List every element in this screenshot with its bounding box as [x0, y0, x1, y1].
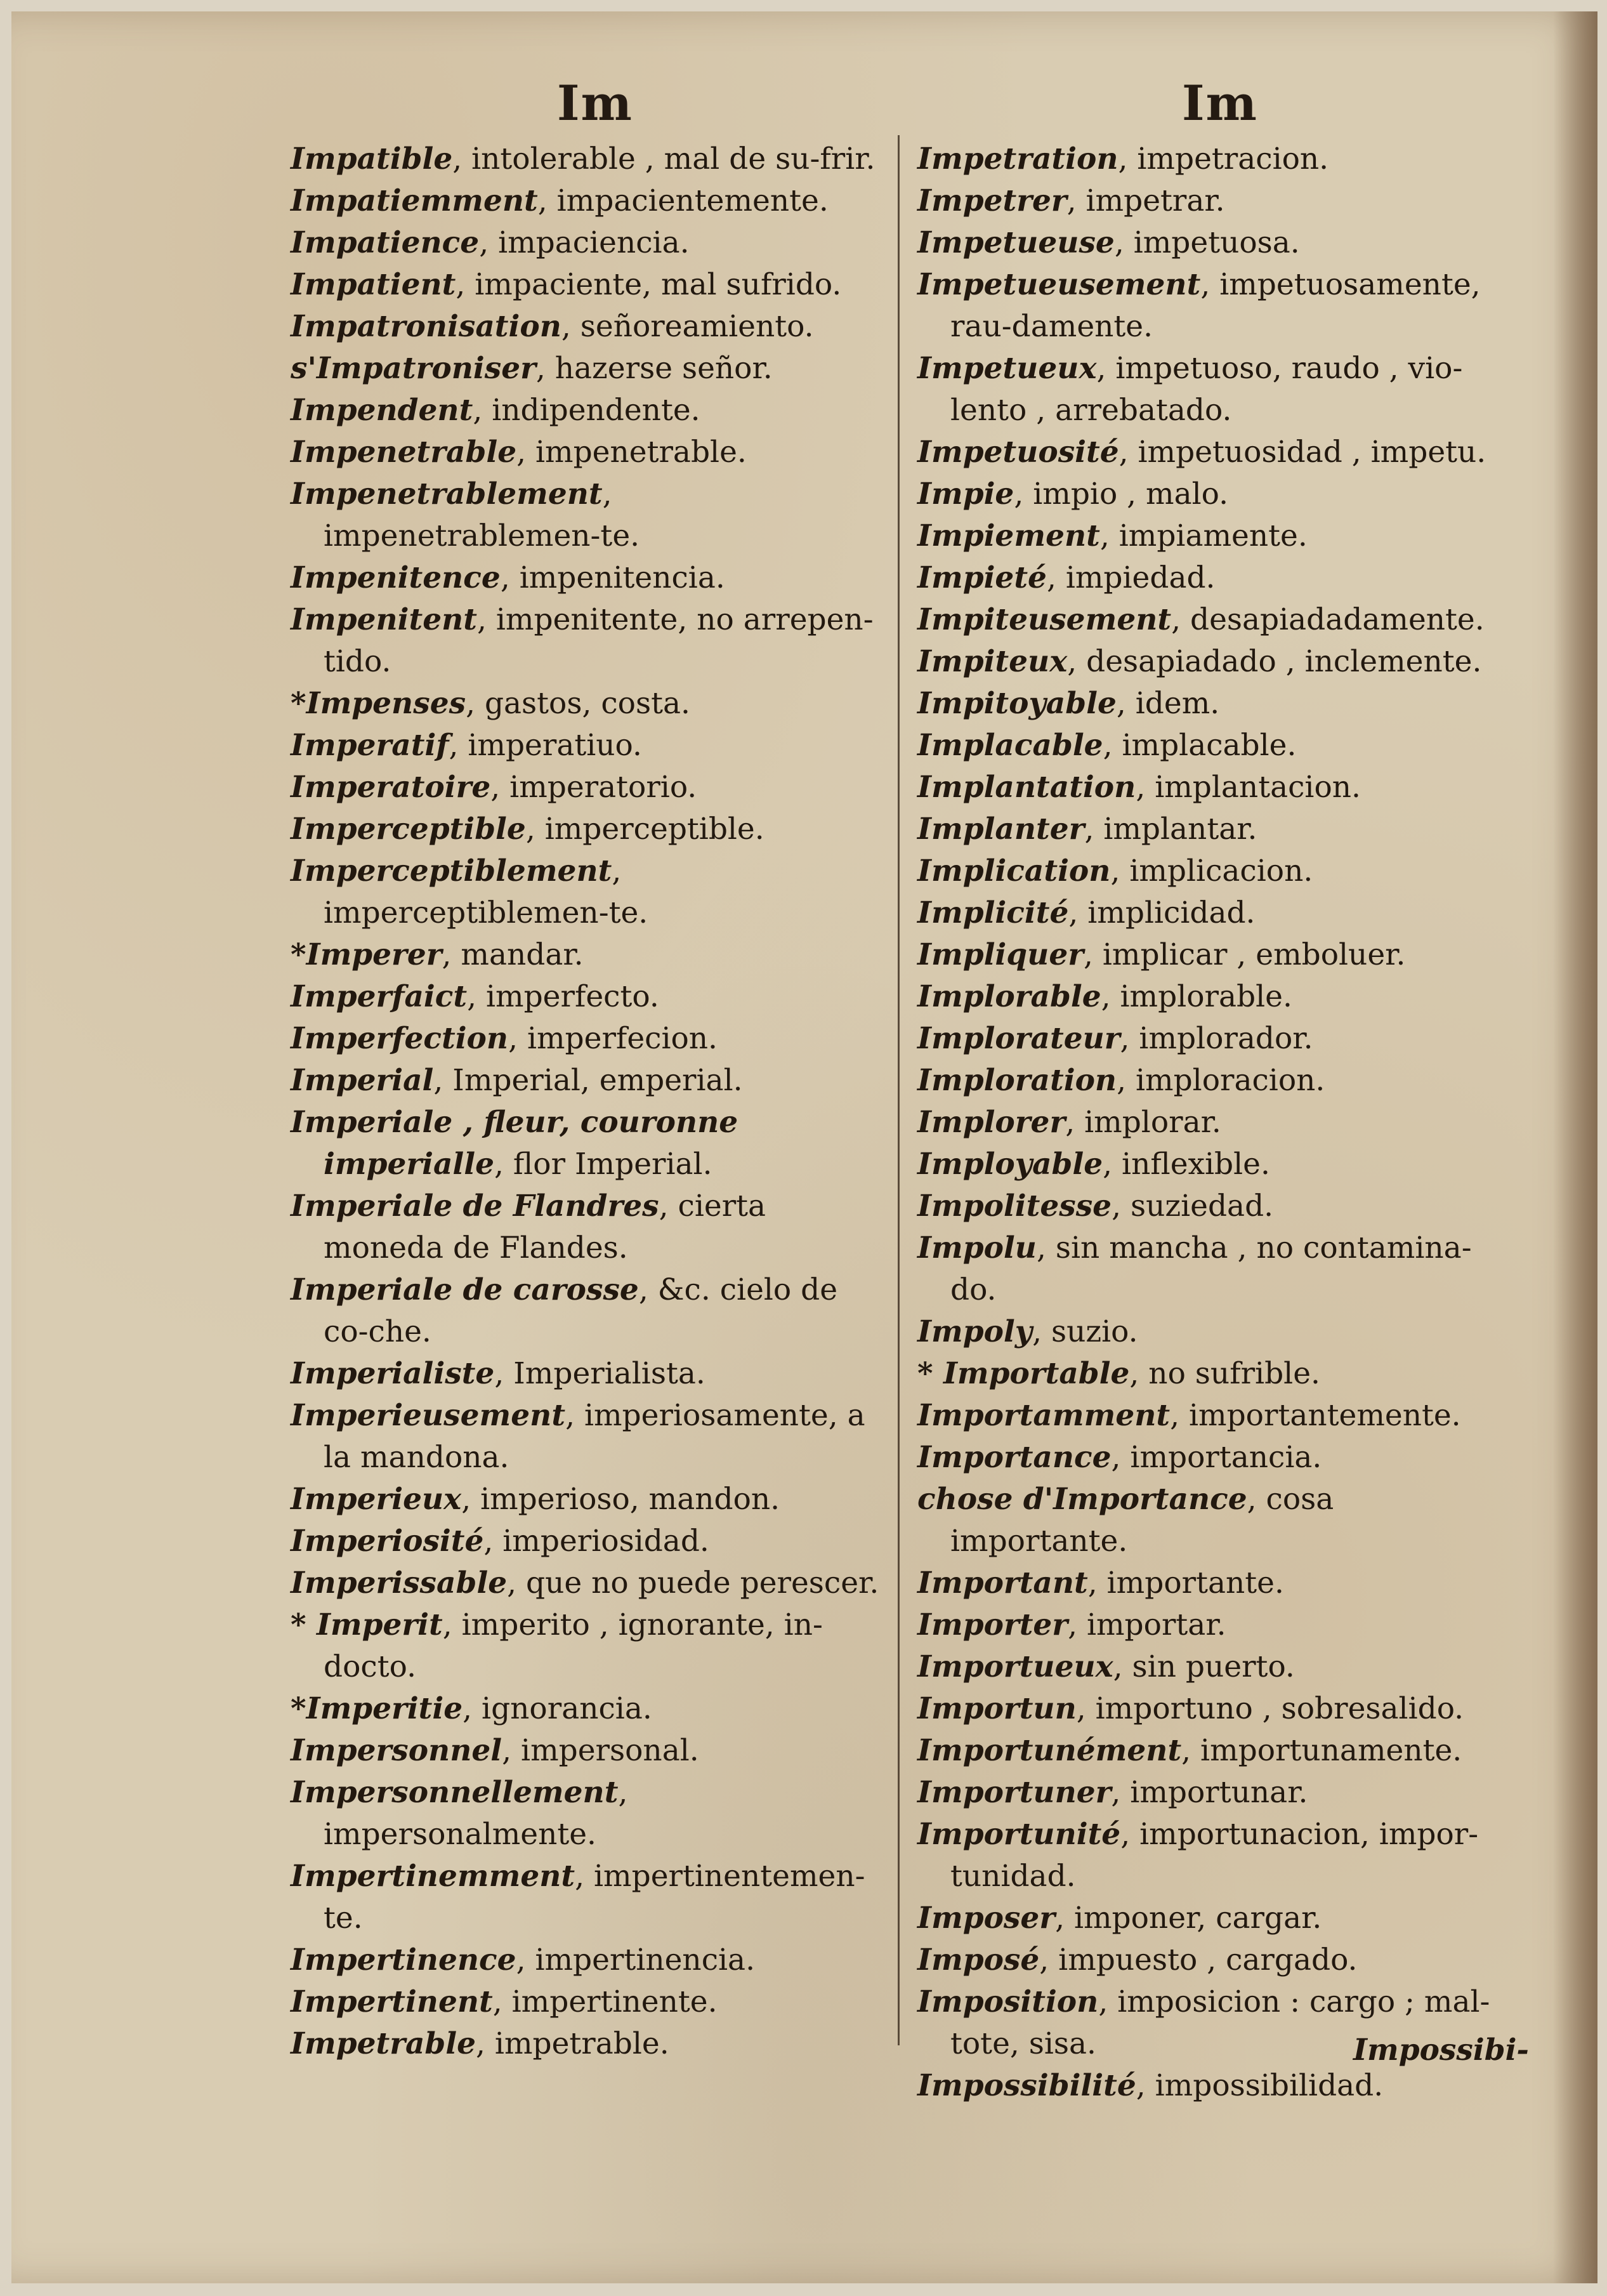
- entry-headword: Impieté: [917, 560, 1047, 595]
- entry-headword: Imperialiste: [291, 1356, 495, 1391]
- dictionary-entry: [291, 222, 887, 264]
- entry-definition: , impertinencia.: [516, 1943, 756, 1977]
- entry-definition: , suziedad.: [1112, 1189, 1274, 1224]
- entry-headword: Imperiale de carosse: [291, 1272, 639, 1307]
- dictionary-entry: [291, 180, 887, 222]
- dictionary-entry: [291, 1856, 887, 1939]
- dictionary-entry: [917, 1646, 1517, 1688]
- entry-headword: Imperieux: [291, 1482, 462, 1517]
- dictionary-entry: [291, 934, 887, 976]
- column-divider: [898, 135, 900, 2045]
- dictionary-entry: [291, 1772, 887, 1856]
- entry-headword: Impetueusement: [917, 267, 1201, 302]
- entry-headword: Imposer: [917, 1901, 1056, 1936]
- entry-definition: , impetracion.: [1118, 142, 1329, 176]
- dictionary-entry: [917, 1395, 1517, 1437]
- entry-definition: , impetuosamente, rau-damente.: [950, 267, 1481, 344]
- dictionary-entry: [917, 725, 1517, 767]
- dictionary-entry: [291, 1395, 887, 1479]
- dictionary-entry: [291, 390, 887, 432]
- entry-headword: Imploration: [917, 1063, 1117, 1098]
- entry-headword: Impiteux: [917, 644, 1068, 679]
- entry-definition: , imperioso, mandon.: [461, 1482, 780, 1517]
- entry-definition: , señoreamiento.: [561, 309, 814, 344]
- entry-definition: , no sufrible.: [1129, 1356, 1320, 1391]
- entry-definition: , impenetrablemen-te.: [324, 477, 640, 553]
- entry-headword: Impersonnellement: [291, 1775, 619, 1810]
- dictionary-entry: [291, 1353, 887, 1395]
- entry-headword: s'Impatroniser: [291, 351, 536, 386]
- entry-headword: Impendent: [291, 393, 473, 428]
- entry-headword: Impetrable: [291, 2026, 476, 2061]
- dictionary-entry: [291, 306, 887, 348]
- entry-definition: , flor Imperial.: [494, 1147, 712, 1182]
- entry-definition: , importunacion, impor-tunidad.: [950, 1817, 1479, 1894]
- entry-headword: Impiteusement: [917, 602, 1172, 637]
- entry-definition: , &c. cielo de co-che.: [324, 1272, 838, 1349]
- dictionary-entry: [917, 1353, 1517, 1395]
- entry-headword: Impliquer: [917, 937, 1084, 972]
- entry-headword: Imperatoire: [291, 770, 491, 805]
- dictionary-entry: [917, 850, 1517, 892]
- dictionary-entry: [917, 767, 1517, 808]
- dictionary-entry: [917, 808, 1517, 850]
- entry-headword: Imployable: [917, 1147, 1103, 1182]
- dictionary-entry: [291, 138, 887, 180]
- entry-definition: , importancia.: [1111, 1440, 1322, 1475]
- entry-headword: Impertinemment: [291, 1859, 575, 1894]
- entry-definition: , Imperialista.: [494, 1356, 705, 1391]
- entry-definition: , suzio.: [1032, 1314, 1138, 1349]
- entry-definition: , intolerable , mal de su-frir.: [452, 142, 876, 176]
- entry-definition: , inflexible.: [1103, 1147, 1270, 1182]
- dictionary-entry: [291, 557, 887, 599]
- dictionary-page: [11, 11, 1597, 2283]
- entry-definition: , imperceptiblemen-te.: [324, 854, 648, 930]
- entry-definition: , impio , malo.: [1014, 477, 1229, 511]
- dictionary-entry: [917, 1060, 1517, 1102]
- entry-definition: , implorar.: [1065, 1105, 1221, 1140]
- dictionary-entry: [917, 557, 1517, 599]
- entry-definition: , impetuosidad , impetu.: [1118, 435, 1486, 470]
- dictionary-entry: [291, 599, 887, 683]
- entry-definition: , impertinente.: [492, 1984, 718, 2019]
- entry-headword: Importun: [917, 1691, 1077, 1726]
- entry-headword: Impertinent: [291, 1984, 493, 2019]
- entry-headword: Imposition: [917, 1984, 1099, 2019]
- page-shadow-edge: [1553, 11, 1597, 2283]
- entry-definition: , importunar.: [1111, 1775, 1308, 1810]
- entry-definition: , impaciencia.: [479, 225, 690, 260]
- entry-definition: , que no puede perescer.: [507, 1566, 879, 1600]
- entry-headword: Imperceptiblement: [291, 854, 612, 888]
- entry-headword: Imperiosité: [291, 1524, 484, 1559]
- dictionary-entry: [291, 1269, 887, 1353]
- dictionary-entry: [291, 808, 887, 850]
- entry-headword: Imperceptible: [291, 812, 526, 847]
- entry-definition: , imperiosidad.: [483, 1524, 709, 1559]
- dictionary-entry: [291, 264, 887, 306]
- entry-definition: , impersonal.: [502, 1733, 699, 1768]
- dictionary-entry: [917, 432, 1517, 473]
- entry-definition: , impetuosa.: [1114, 225, 1300, 260]
- entry-definition: , importuno , sobresalido.: [1076, 1691, 1464, 1726]
- entry-headword: Imperieusement: [291, 1398, 566, 1433]
- dictionary-entry: [291, 348, 887, 390]
- dictionary-entry: [291, 1604, 887, 1688]
- entry-headword: Important: [917, 1566, 1088, 1600]
- entry-headword: Imperatif: [291, 728, 449, 763]
- dictionary-entry: [917, 1185, 1517, 1227]
- dictionary-entry: [917, 1562, 1517, 1604]
- dictionary-entry: [917, 1604, 1517, 1646]
- entry-definition: , hazerse señor.: [535, 351, 773, 386]
- dictionary-entry: [917, 473, 1517, 515]
- entry-headword: Imperissable: [291, 1566, 508, 1600]
- dictionary-entry: [291, 473, 887, 557]
- entry-definition: , impiedad.: [1046, 560, 1216, 595]
- entry-definition: , cosa importante.: [950, 1482, 1334, 1559]
- entry-headword: Impitoyable: [917, 686, 1117, 721]
- entry-headword: Implication: [917, 854, 1111, 888]
- entry-headword: Impetueuse: [917, 225, 1115, 260]
- dictionary-entry: [917, 1897, 1517, 1939]
- entry-definition: , imperfecion.: [508, 1021, 718, 1056]
- entry-headword: Impenitence: [291, 560, 501, 595]
- entry-headword: Impersonnel: [291, 1733, 502, 1768]
- entry-headword: Importueux: [917, 1649, 1113, 1684]
- entry-headword: Imperfaict: [291, 979, 468, 1014]
- dictionary-entry: [917, 892, 1517, 934]
- dictionary-entry: [917, 264, 1517, 348]
- dictionary-entry: [291, 1060, 887, 1102]
- dictionary-entry: [291, 683, 887, 725]
- entry-headword: Impetrer: [917, 183, 1067, 218]
- entry-definition: , imploracion.: [1117, 1063, 1325, 1098]
- dictionary-entry: [291, 2023, 887, 2065]
- entry-definition: , impetrar.: [1066, 183, 1225, 218]
- dictionary-entry: [291, 1521, 887, 1562]
- dictionary-entry: [917, 976, 1517, 1018]
- entry-headword: *Impenses: [291, 686, 466, 721]
- entry-headword: Implicité: [917, 895, 1069, 930]
- entry-headword: Impatiemment: [291, 183, 538, 218]
- dictionary-entry: [291, 1939, 887, 1981]
- dictionary-entry: [917, 1018, 1517, 1060]
- entry-headword: Imposé: [917, 1943, 1040, 1977]
- entry-definition: , importar.: [1068, 1607, 1226, 1642]
- entry-definition: , sin mancha , no contamina-do.: [950, 1230, 1472, 1307]
- dictionary-entry: [917, 515, 1517, 557]
- entry-headword: Importuner: [917, 1775, 1112, 1810]
- dictionary-entry: [917, 1479, 1517, 1562]
- entry-definition: , implicar , emboluer.: [1084, 937, 1406, 972]
- dictionary-entry: [291, 1018, 887, 1060]
- dictionary-entry: [291, 1479, 887, 1521]
- entry-definition: , implorable.: [1101, 979, 1292, 1014]
- entry-definition: , desapiadado , inclemente.: [1067, 644, 1482, 679]
- dictionary-entry: [917, 1814, 1517, 1897]
- dictionary-entry: [291, 1730, 887, 1772]
- dictionary-entry: [291, 1688, 887, 1730]
- entry-headword: Importance: [917, 1440, 1112, 1475]
- entry-headword: Impie: [917, 477, 1014, 511]
- entry-definition: , importunamente.: [1181, 1733, 1462, 1768]
- entry-definition: , impertinentemen-te.: [324, 1859, 865, 1936]
- entry-headword: Impenetrable: [291, 435, 517, 470]
- entry-headword: *Imperitie: [291, 1691, 463, 1726]
- dictionary-entry: [917, 1730, 1517, 1772]
- entry-definition: , impaciente, mal sufrido.: [456, 267, 842, 302]
- left-column: [291, 138, 887, 2065]
- dictionary-entry: [291, 850, 887, 934]
- dictionary-entry: [291, 725, 887, 767]
- entry-headword: Imperiale , fleur, couronne imperialle: [291, 1105, 738, 1182]
- entry-definition: , imperatorio.: [490, 770, 697, 805]
- entry-definition: , impiamente.: [1099, 518, 1308, 553]
- dictionary-entry: [291, 767, 887, 808]
- entry-definition: , mandar.: [442, 937, 584, 972]
- dictionary-entry: [917, 348, 1517, 432]
- entry-definition: , implicidad.: [1068, 895, 1256, 930]
- entry-definition: , impenitente, no arrepen-tido.: [324, 602, 874, 679]
- dictionary-entry: [917, 222, 1517, 264]
- entry-definition: , impossibilidad.: [1136, 2068, 1384, 2103]
- entry-definition: , importante.: [1087, 1566, 1284, 1600]
- dictionary-entry: [291, 1185, 887, 1269]
- dictionary-entry: [291, 1102, 887, 1185]
- entry-definition: , imperiosamente, a la mandona.: [324, 1398, 865, 1475]
- entry-definition: , implantacion.: [1136, 770, 1361, 805]
- entry-definition: , implacable.: [1103, 728, 1297, 763]
- dictionary-entry: [917, 1311, 1517, 1353]
- entry-headword: * Importable: [917, 1356, 1130, 1391]
- entry-headword: Impolu: [917, 1230, 1037, 1265]
- dictionary-entry: [291, 976, 887, 1018]
- entry-headword: * Imperit: [291, 1607, 443, 1642]
- entry-definition: , impacientemente.: [537, 183, 829, 218]
- left-running-head: Im: [557, 75, 633, 131]
- entry-definition: , implicacion.: [1110, 854, 1313, 888]
- entry-headword: Implorable: [917, 979, 1101, 1014]
- dictionary-entry: [917, 1227, 1517, 1311]
- entry-headword: Importer: [917, 1607, 1068, 1642]
- entry-definition: , imposicion : cargo ; mal-tote, sisa.: [950, 1984, 1490, 2061]
- entry-definition: , importantemente.: [1170, 1398, 1461, 1433]
- dictionary-entry: [917, 641, 1517, 683]
- entry-definition: , impersonalmente.: [324, 1775, 628, 1852]
- entry-definition: , imperito , ignorante, in-docto.: [324, 1607, 823, 1684]
- entry-definition: , Imperial, emperial.: [433, 1063, 743, 1098]
- entry-headword: Imperiale de Flandres: [291, 1189, 659, 1224]
- entry-headword: Implorer: [917, 1105, 1066, 1140]
- entry-headword: Impatronisation: [291, 309, 561, 344]
- entry-headword: chose d'Importance: [917, 1482, 1247, 1517]
- dictionary-entry: [917, 599, 1517, 641]
- entry-headword: Impiement: [917, 518, 1100, 553]
- dictionary-entry: [917, 1144, 1517, 1185]
- entry-definition: , indipendente.: [473, 393, 700, 428]
- catchword: Impossibi-: [1353, 2033, 1529, 2068]
- entry-definition: , impetrable.: [476, 2026, 669, 2061]
- entry-headword: Implanter: [917, 812, 1085, 847]
- entry-headword: Imperial: [291, 1063, 434, 1098]
- entry-definition: , desapiadadamente.: [1171, 602, 1485, 637]
- dictionary-entry: [917, 1772, 1517, 1814]
- dictionary-entry: [291, 432, 887, 473]
- entry-headword: Importunité: [917, 1817, 1121, 1852]
- entry-headword: Impatient: [291, 267, 456, 302]
- entry-headword: Impenetrablement: [291, 477, 603, 511]
- entry-definition: , implorador.: [1120, 1021, 1313, 1056]
- dictionary-entry: [291, 1562, 887, 1604]
- entry-headword: Implorateur: [917, 1021, 1120, 1056]
- entry-definition: , implantar.: [1084, 812, 1257, 847]
- entry-definition: , impenitencia.: [500, 560, 725, 595]
- entry-headword: Impertinence: [291, 1943, 516, 1977]
- entry-headword: Impolitesse: [917, 1189, 1112, 1224]
- entry-definition: , impetuoso, raudo , vio-lento , arrebatado.: [950, 351, 1463, 428]
- entry-definition: , imponer, cargar.: [1055, 1901, 1322, 1936]
- entry-headword: Impetueux: [917, 351, 1097, 386]
- right-column: [917, 138, 1517, 2107]
- entry-headword: Impenitent: [291, 602, 478, 637]
- entry-definition: , sin puerto.: [1113, 1649, 1295, 1684]
- entry-headword: Impatience: [291, 225, 480, 260]
- entry-definition: , gastos, costa.: [466, 686, 690, 721]
- entry-headword: Implacable: [917, 728, 1103, 763]
- dictionary-entry: [917, 180, 1517, 222]
- dictionary-entry: [917, 138, 1517, 180]
- entry-definition: , impenetrable.: [516, 435, 747, 470]
- entry-headword: *Imperer: [291, 937, 442, 972]
- entry-definition: , imperatiuo.: [449, 728, 642, 763]
- entry-definition: , impuesto , cargado.: [1039, 1943, 1358, 1977]
- entry-headword: Impossibilité: [917, 2068, 1136, 2103]
- dictionary-entry: [917, 1688, 1517, 1730]
- entry-headword: Importamment: [917, 1398, 1171, 1433]
- entry-definition: , imperceptible.: [525, 812, 764, 847]
- dictionary-entry: [917, 683, 1517, 725]
- entry-headword: Importunément: [917, 1733, 1182, 1768]
- entry-definition: , imperfecto.: [467, 979, 659, 1014]
- entry-headword: Impatible: [291, 142, 453, 176]
- entry-headword: Imperfection: [291, 1021, 509, 1056]
- entry-headword: Impetuosité: [917, 435, 1119, 470]
- dictionary-entry: [917, 1939, 1517, 1981]
- dictionary-entry: [917, 934, 1517, 976]
- dictionary-entry: [917, 2065, 1517, 2107]
- entry-definition: , ignorancia.: [462, 1691, 652, 1726]
- right-running-head: Im: [1182, 75, 1258, 131]
- entry-headword: Impoly: [917, 1314, 1033, 1349]
- entry-definition: , idem.: [1116, 686, 1220, 721]
- entry-headword: Impetration: [917, 142, 1118, 176]
- dictionary-entry: [291, 1981, 887, 2023]
- dictionary-entry: [917, 1437, 1517, 1479]
- entry-headword: Implantation: [917, 770, 1136, 805]
- dictionary-entry: [917, 1102, 1517, 1144]
- entry-definition: , cierta moneda de Flandes.: [324, 1189, 766, 1265]
